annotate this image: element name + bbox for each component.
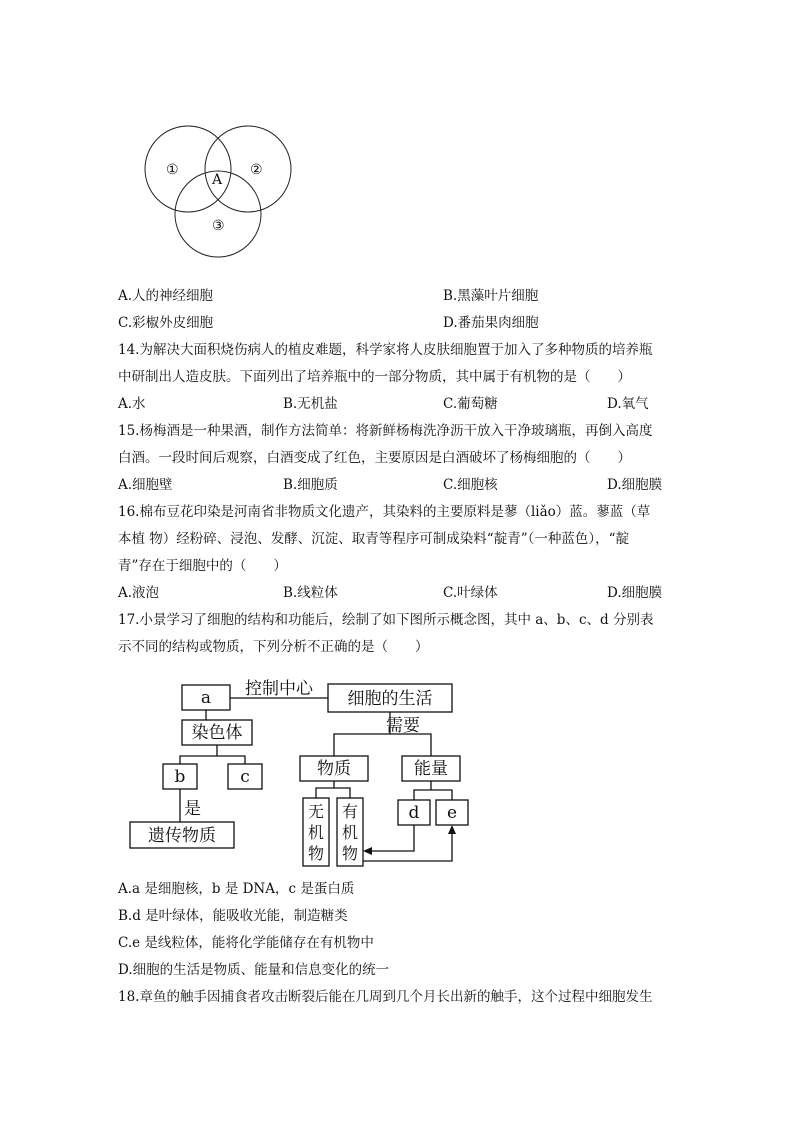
label-matter: 物质 [317,759,351,779]
label-inorganic-3: 物 [307,844,325,863]
label-organic-2: 机 [341,823,359,842]
label-inorganic-2: 机 [307,823,325,842]
q14-option-a[interactable]: A.水 [118,396,146,412]
q14-option-d[interactable]: D.氧气 [607,396,649,412]
label-organic-1: 有 [341,802,359,821]
q14-stem-line2: 中研制出人造皮肤。下面列出了培养瓶中的一部分物质，其中属于有机物的是（ ） [118,369,631,385]
q16-stem-line3: 青”存在于细胞中的（ ） [118,558,287,574]
q17-option-d[interactable]: D.细胞的生活是物质、能量和信息变化的统一 [118,962,390,978]
q16-stem-line2: 本植 物）经粉碎、浸泡、发酵、沉淀、取青等程序可制成染料“靛青”（一种蓝色），“靛 [118,531,629,547]
venn-label-1: ① [166,162,179,178]
q13-option-d[interactable]: D.番茄果肉细胞 [443,315,539,331]
q14-option-b[interactable]: B.无机盐 [283,396,338,412]
q14-stem-line1: 14.为解决大面积烧伤病人的植皮难题，科学家将人皮肤细胞置于加入了多种物质的培养瓶 [118,342,653,358]
venn-center-label: A [212,172,223,188]
q17-option-c[interactable]: C.e 是线粒体，能将化学能储存在有机物中 [118,935,374,951]
arrow-organic-to-e [448,825,456,834]
q15-option-a[interactable]: A.细胞壁 [118,477,173,493]
label-is: 是 [184,799,201,819]
q15-stem-line1: 15.杨梅酒是一种果酒，制作方法简单：将新鲜杨梅洗净沥干放入干净玻璃瓶，再倒入高度 [118,423,653,439]
q16-option-d[interactable]: D.细胞膜 [607,585,663,601]
label-organic-3: 物 [341,844,359,863]
q15-option-d[interactable]: D.细胞膜 [607,477,663,493]
q17-stem-line1: 17.小景学习了细胞的结构和功能后，绘制了如下图所示概念图，其中 a、b、c、d 分别表 [118,612,654,628]
q16-option-a[interactable]: A.液泡 [118,585,160,601]
label-needs: 需要 [386,716,420,736]
q15-stem-line2: 白酒。一段时间后观察，白酒变成了红色，主要原因是白酒破坏了杨梅细胞的（ ） [118,450,631,466]
venn-label-3: ③ [212,218,225,234]
q16-option-c[interactable]: C.叶绿体 [443,585,498,601]
label-a: a [200,688,212,708]
q13-option-b[interactable]: B.黑藻叶片细胞 [443,288,539,304]
q18-stem-line1: 18.章鱼的触手因捕食者攻击断裂后能在几周到几个月长出新的触手，这个过程中细胞发生 [118,989,653,1005]
q16-option-b[interactable]: B.线粒体 [283,585,338,601]
q13-option-a[interactable]: A.人的神经细胞 [118,288,214,304]
label-chromosome: 染色体 [191,723,243,743]
venn-circle-1 [145,126,231,212]
label-c: c [240,767,250,787]
label-inorganic-1: 无 [307,802,325,821]
venn-diagram [140,124,300,260]
q17-stem-line2: 示不同的结构或物质，下列分析不正确的是（ ） [118,639,429,655]
label-b: b [174,767,186,787]
venn-label-2: ② [250,162,263,178]
label-e: e [446,803,458,823]
q13-option-c[interactable]: C.彩椒外皮细胞 [118,315,214,331]
label-control-center: 控制中心 [245,679,313,699]
q15-option-b[interactable]: B.细胞质 [283,477,338,493]
q14-option-c[interactable]: C.葡萄糖 [443,396,498,412]
label-genetic-material: 遗传物质 [148,826,216,846]
arrow-d-to-organic [363,847,372,855]
q15-option-c[interactable]: C.细胞核 [443,477,498,493]
label-energy: 能量 [414,759,448,779]
label-d: d [408,803,420,823]
concept-map [126,676,476,872]
q16-stem-line1: 16.棉布豆花印染是河南省非物质文化遗产，其染料的主要原料是蓼（liǎo）蓝。蓼蓝（草 [118,504,651,520]
label-cell-life: 细胞的生活 [347,689,433,709]
q17-option-b[interactable]: B.d 是叶绿体，能吸收光能，制造糖类 [118,908,348,924]
q17-option-a[interactable]: A.a 是细胞核，b 是 DNA，c 是蛋白质 [118,881,355,897]
venn-circle-2 [205,126,291,212]
